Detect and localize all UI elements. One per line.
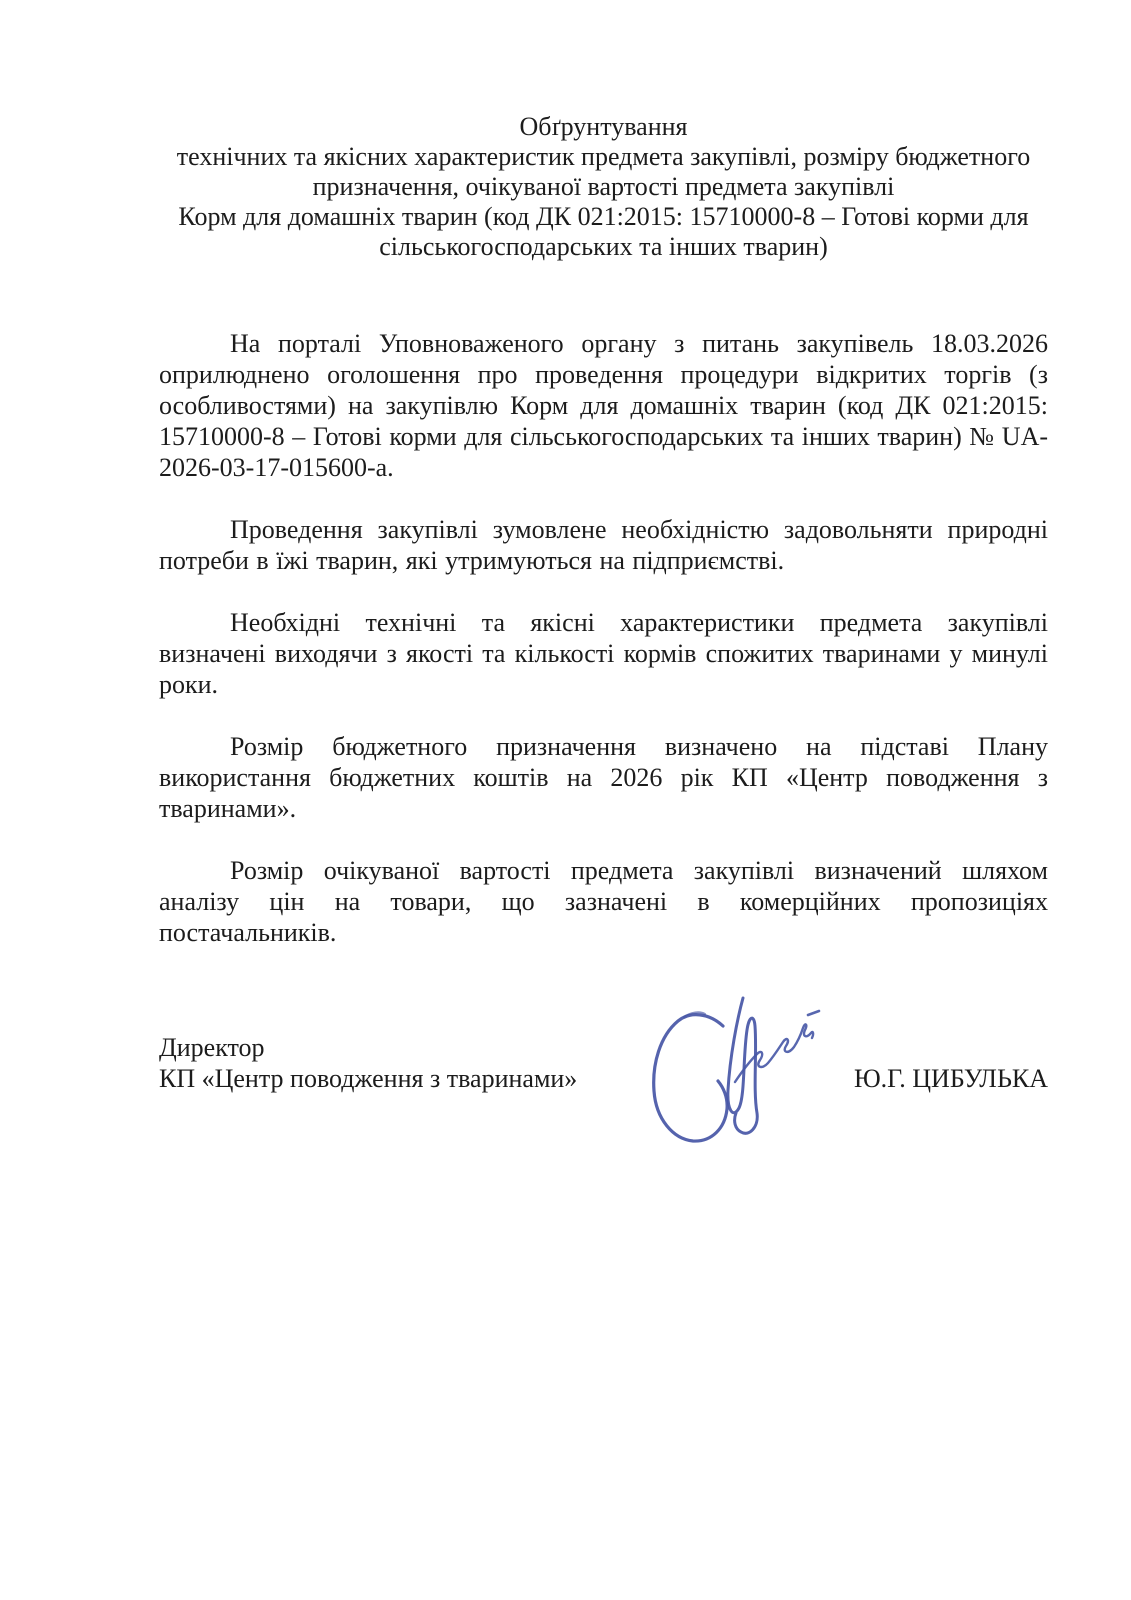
signatory-role-org: КП «Центр поводження з тваринами»: [159, 1064, 578, 1093]
document-title: [159, 112, 1048, 262]
title-subject: технічних та якісних характеристик предмета закупівлі, розміру бюджетного призначення, очікуваної вартості предмета закупівлі: [176, 142, 1031, 201]
paragraph-necessity: Проведення закупівлі зумовлене необхідністю задовольняти природні потреби в їжі тварин, які утримуються на підприємстві.: [159, 515, 1048, 575]
handwritten-signature: [651, 986, 821, 1146]
paragraph-expected-value: Розмір очікуваної вартості предмета закупівлі визначений шляхом аналізу цін на товари, що зазначені в комерційних пропозиціях постачальників.: [159, 856, 1048, 947]
title-procurement-item: Корм для домашніх тварин (код ДК 021:2015: 15710000-8 – Готові корми для сільськогосподарських та інших тварин): [178, 202, 1029, 261]
paragraph-budget: Розмір бюджетного призначення визначено на підставі Плану використання бюджетних коштів на 2026 рік КП «Центр поводження з тваринами».: [159, 732, 1048, 823]
signature-block: [159, 1032, 1048, 1094]
signatory-name: Ю.Г. ЦИБУЛЬКА: [853, 1064, 1048, 1093]
paragraph-characteristics: Необхідні технічні та якісні характеристики предмета закупівлі визначені виходячи з якості та кількості кормів спожитих тваринами у минулі роки.: [159, 608, 1048, 699]
title-heading: Обґрунтування: [519, 112, 688, 141]
paragraph-announcement: На порталі Уповноваженого органу з питань закупівель 18.03.2026 оприлюднено оголошення про проведення процедури відкритих торгів (з особливостями) на закупівлю Корм для домашніх тварин (код ДК 021:2015: 15710000-8 – Готові корми для сільськогосподарських та інших тварин) № UA-2026-03-17-015600-а.: [159, 329, 1048, 482]
signatory-role-title: Директор: [159, 1033, 265, 1062]
document-body: [159, 328, 1048, 948]
document-content: [159, 112, 1048, 1094]
signatory-role: [159, 1032, 577, 1094]
